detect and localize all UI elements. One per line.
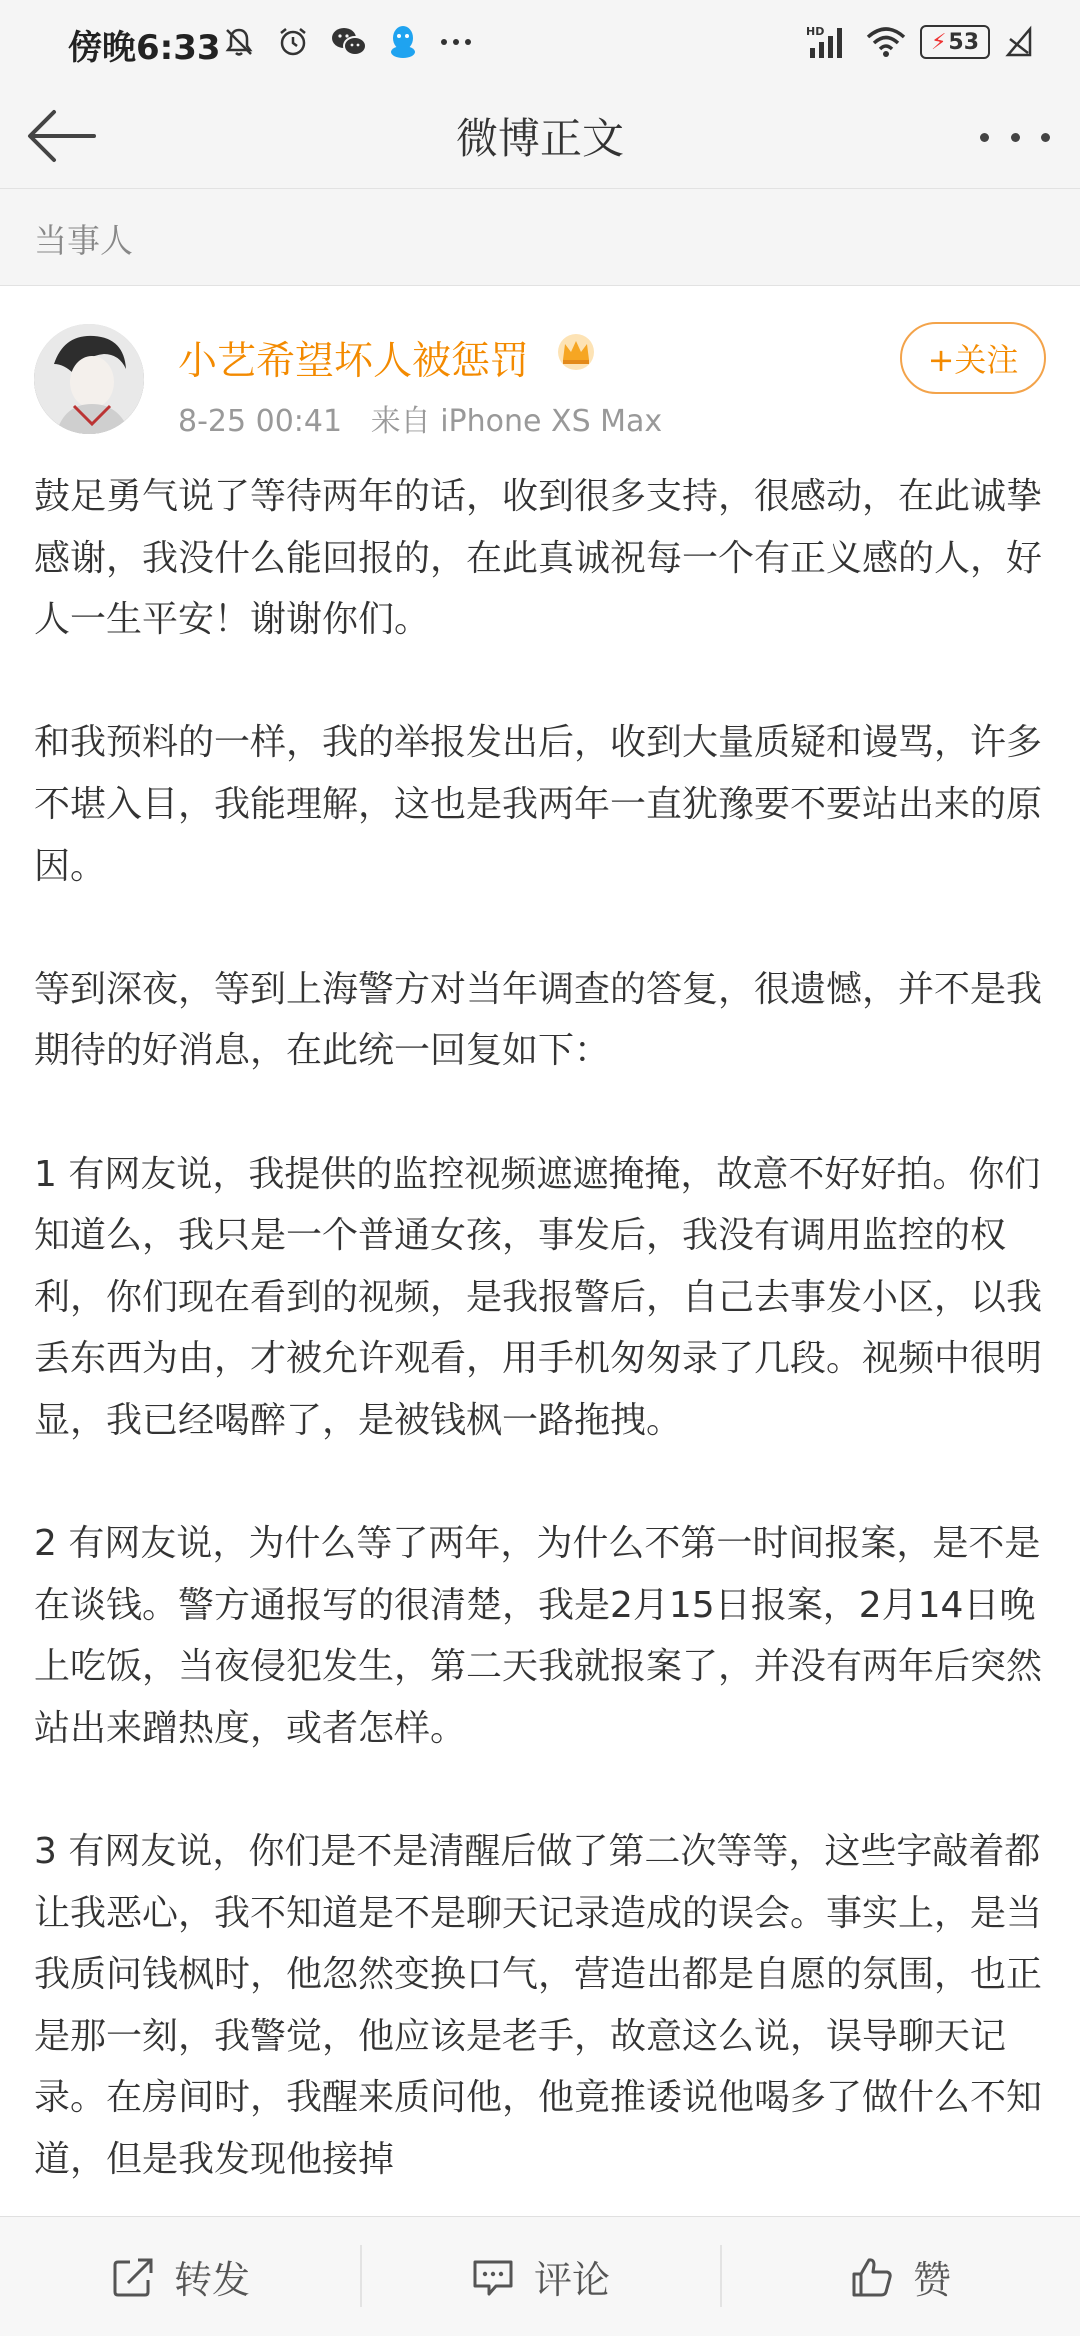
more-dot-icon [1041, 133, 1050, 142]
charging-icon: ⚡ [930, 29, 947, 55]
follow-button[interactable]: +关注 [900, 322, 1046, 394]
status-notification-icons [222, 18, 474, 66]
post-body [34, 466, 1048, 2252]
wifi-icon [866, 25, 906, 59]
repost-label: 转发 [173, 2258, 250, 2302]
battery-level: 53 [948, 29, 980, 55]
thumbs-up-icon [849, 2254, 895, 2300]
status-bar [0, 0, 1080, 84]
qq-icon [388, 24, 418, 60]
post-paragraph: 和我预料的一样，我的举报发出后，收到大量质疑和谩骂，许多不堪入目，我能理解，这也是我两年一直犹豫要不要站出来的原因。 [34, 722, 1043, 887]
nav-header [0, 84, 1080, 189]
avatar-image [34, 324, 144, 434]
no-sim-signal-icon [1004, 25, 1034, 59]
repost-button[interactable] [0, 2217, 360, 2336]
alarm-icon [276, 25, 310, 59]
wechat-icon [330, 25, 368, 59]
more-dot-icon [1011, 133, 1020, 142]
post-source: 来自 iPhone XS Max [370, 404, 663, 439]
bottom-toolbar [0, 2216, 1080, 2336]
more-dots-icon [438, 25, 474, 59]
vip-crown-icon [555, 332, 597, 372]
post-timestamp: 8-25 00:41 [178, 404, 343, 439]
page-title: 微博正文 [455, 114, 624, 163]
battery-indicator [920, 25, 990, 59]
status-system-icons [806, 18, 1034, 66]
post-paragraph: 3 有网友说，你们是不是清醒后做了第二次等等，这些字敲着都让我恶心，我不知道是不是聊天记录造成的误会。事实上，是当我质问钱枫时，他忽然变换口气，营造出都是自愿的氛围，也正是那一刻，我警觉，他应该是老手，故意这么说，误导聊天记录。在房间时，我醒来质问他，他竟推诿说他喝多了做什么不知道，但是我发现他接掉 [34, 1831, 1043, 2181]
post-meta [178, 396, 662, 440]
post-paragraph: 2 有网友说，为什么等了两年，为什么不第一时间报案，是不是在谈钱。警方通报写的很清楚，我是2月15日报案，2月14日晚上吃饭，当夜侵犯发生，第二天我就报案了，并没有两年后突然站出来蹭热度，或者怎样。 [34, 1523, 1043, 1749]
more-options-button[interactable] [980, 112, 1050, 162]
mute-bell-icon [222, 25, 256, 59]
author-avatar[interactable] [34, 324, 144, 434]
more-dot-icon [980, 133, 989, 142]
repost-icon [110, 2254, 156, 2300]
comment-label: 评论 [533, 2258, 610, 2302]
section-label: 当事人 [34, 221, 133, 260]
post-paragraph: 1 有网友说，我提供的监控视频遮遮掩掩，故意不好好拍。你们知道么，我只是一个普通女孩，事发后，我没有调用监控的权利，你们现在看到的视频，是我报警后，自己去事发小区，以我丢东西为由，才被允许观看，用手机匆匆录了几段。视频中很明显，我已经喝醉了，是被钱枫一路拖拽。 [34, 1153, 1043, 1441]
like-label: 赞 [912, 2258, 951, 2302]
post-paragraph: 等到深夜，等到上海警方对当年调查的答复，很遗憾，并不是我期待的好消息，在此统一回复如下： [34, 968, 1043, 1072]
signal-icon [806, 24, 852, 60]
section-header [0, 189, 1080, 286]
status-time: 傍晚6:33 [68, 28, 221, 68]
comment-button[interactable] [360, 2217, 720, 2336]
post-paragraph: 鼓足勇气说了等待两年的话，收到很多支持，很感动，在此诚挚感谢，我没什么能回报的，在此真诚祝每一个有正义感的人，好人一生平安！谢谢你们。 [34, 476, 1043, 641]
like-button[interactable] [720, 2217, 1080, 2336]
author-name[interactable]: 小艺希望坏人被惩罚 [178, 339, 530, 384]
svg-text:HD: HD [806, 25, 825, 38]
comment-icon [470, 2254, 516, 2300]
